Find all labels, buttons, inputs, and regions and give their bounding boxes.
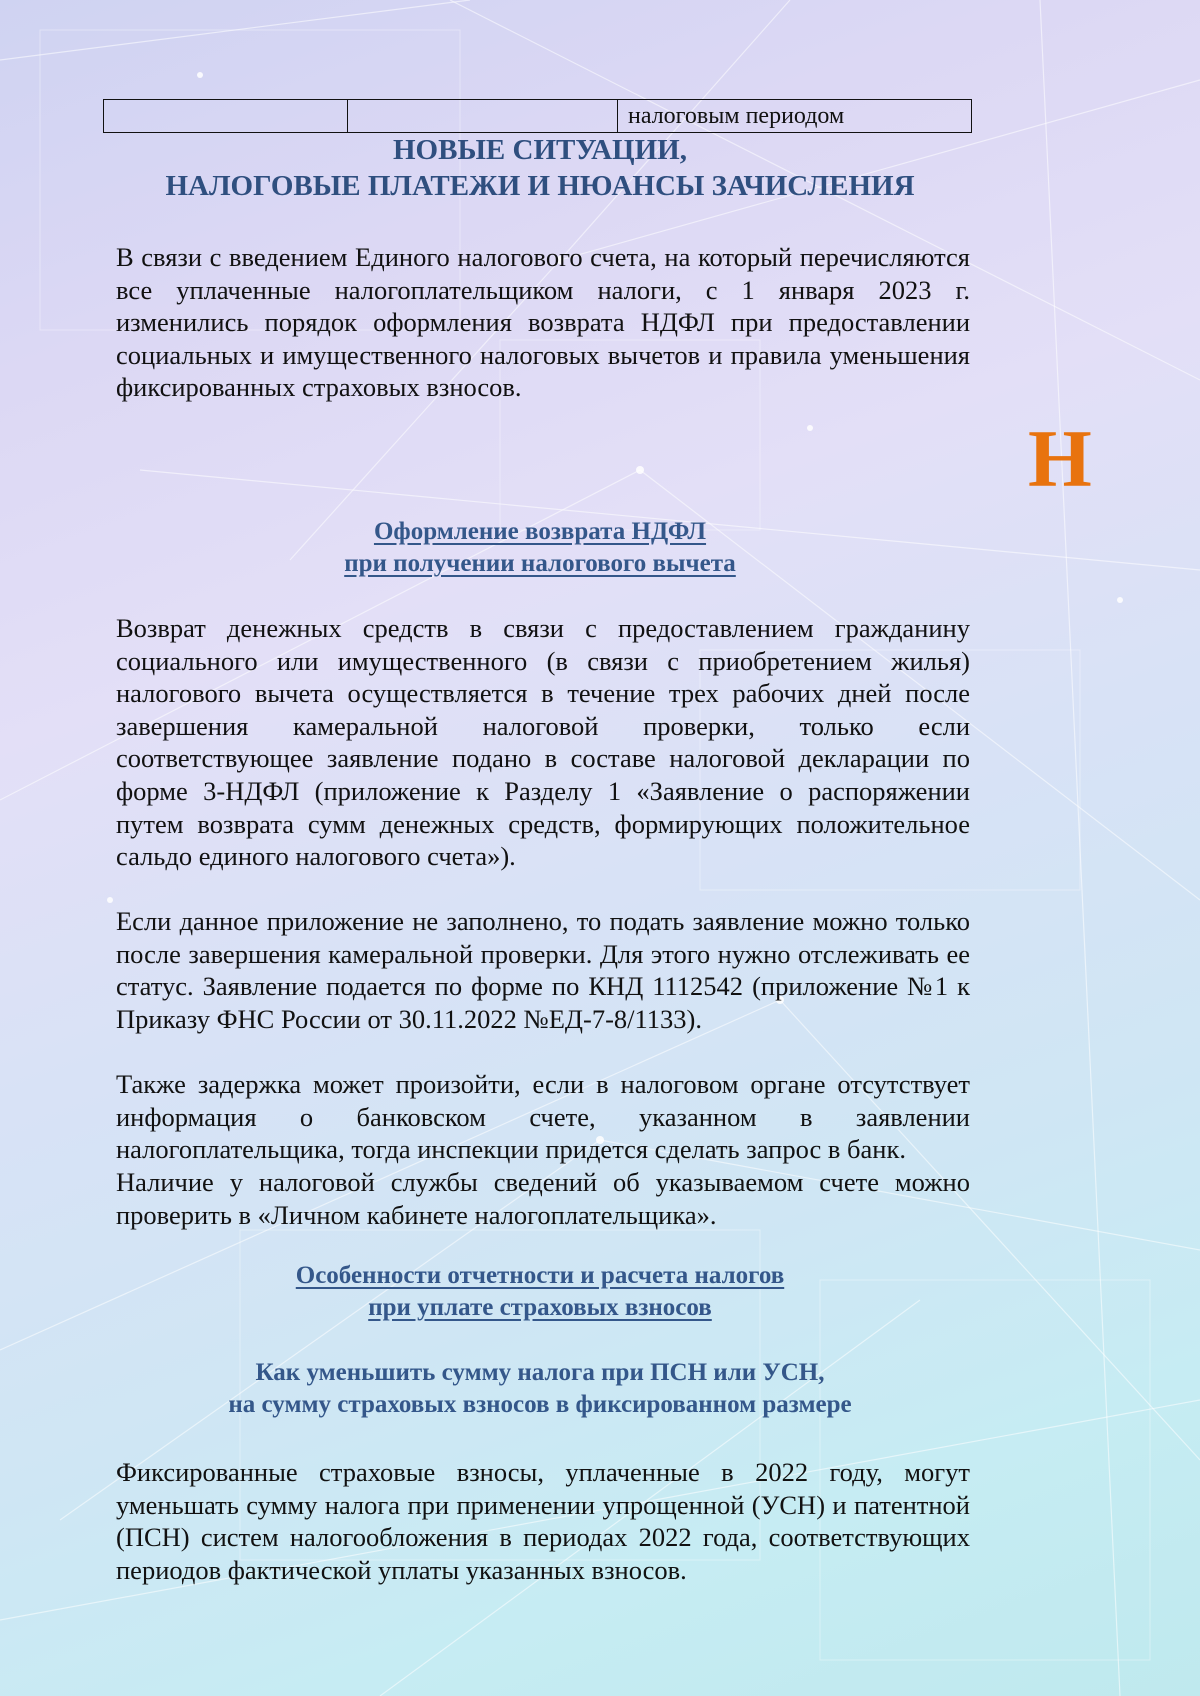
section-heading-line: при уплате страховых взносов	[368, 1294, 712, 1321]
paragraph: Наличие у налоговой службы сведений об указываемом счете можно проверить в «Личном кабинете налогоплательщика».	[116, 1167, 970, 1230]
section-heading-line: Особенности отчетности и расчета налогов	[295, 1262, 785, 1289]
page-title	[100, 132, 980, 204]
table-cell	[104, 100, 348, 133]
side-letter: Н	[1028, 413, 1092, 504]
section-heading-line: при получении налогового вычета	[344, 550, 736, 577]
page-title-line: НАЛОГОВЫЕ ПЛАТЕЖИ И НЮАНСЫ ЗАЧИСЛЕНИЯ	[165, 170, 915, 202]
subsection-heading-line: Как уменьшить сумму налога при ПСН или УСН,	[255, 1359, 825, 1386]
subsection-heading-line: на сумму страховых взносов в фиксированном размере	[228, 1391, 852, 1418]
table-cell	[348, 100, 618, 133]
paragraph: Также задержка может произойти, если в налоговом органе отсутствует информация о банковском счете, указанном в заявлении налогоплательщика, тогда инспекции придется сделать запрос в банк.	[116, 1069, 970, 1165]
table-cell: налоговым периодом	[618, 100, 972, 133]
paragraph: Если данное приложение не заполнено, то подать заявление можно только после завершения камеральной проверки. Для этого нужно отслеживать ее статус. Заявление подается по форме по КНД 1112542 (приложение №1 к Приказу ФНС России от 30.11.2022 №ЕД-7-8/1133).	[116, 906, 970, 1034]
intro-paragraph: В связи с введением Единого налогового счета, на который перечисляются все уплаченные налогоплательщиком налоги, с 1 января 2023 г. изменились порядок оформления возврата НДФЛ при предоставлении социальных и имущественного налоговых вычетов и правила уменьшения фиксированных страховых взносов.	[116, 242, 970, 403]
section-heading	[100, 516, 980, 580]
table-row	[104, 100, 972, 133]
paragraph: Фиксированные страховые взносы, уплаченные в 2022 году, могут уменьшать сумму налога при применении упрощенной (УСН) и патентной (ПСН) систем налогообложения в периодах 2022 года, соответствующих периодов фактической уплаты указанных взносов.	[116, 1457, 970, 1585]
paragraph: Возврат денежных средств в связи с предоставлением гражданину социального или имущественного (в связи с приобретением жилья) налогового вычета осуществляется в течение трех рабочих дней после завершения камеральной налоговой проверки, только если соответствующее заявление подано в составе налоговой декларации по форме 3-НДФЛ (приложение к Разделу 1 «Заявление о распоряжении путем возврата сумм денежных средств, формирующих положительное сальдо единого налогового счета»).	[116, 613, 970, 872]
continued-table	[103, 99, 972, 133]
section-heading	[100, 1260, 980, 1324]
subsection-heading	[100, 1357, 980, 1421]
page-title-line: НОВЫЕ СИТУАЦИИ,	[393, 134, 687, 166]
section-heading-line: Оформление возврата НДФЛ	[373, 518, 707, 545]
